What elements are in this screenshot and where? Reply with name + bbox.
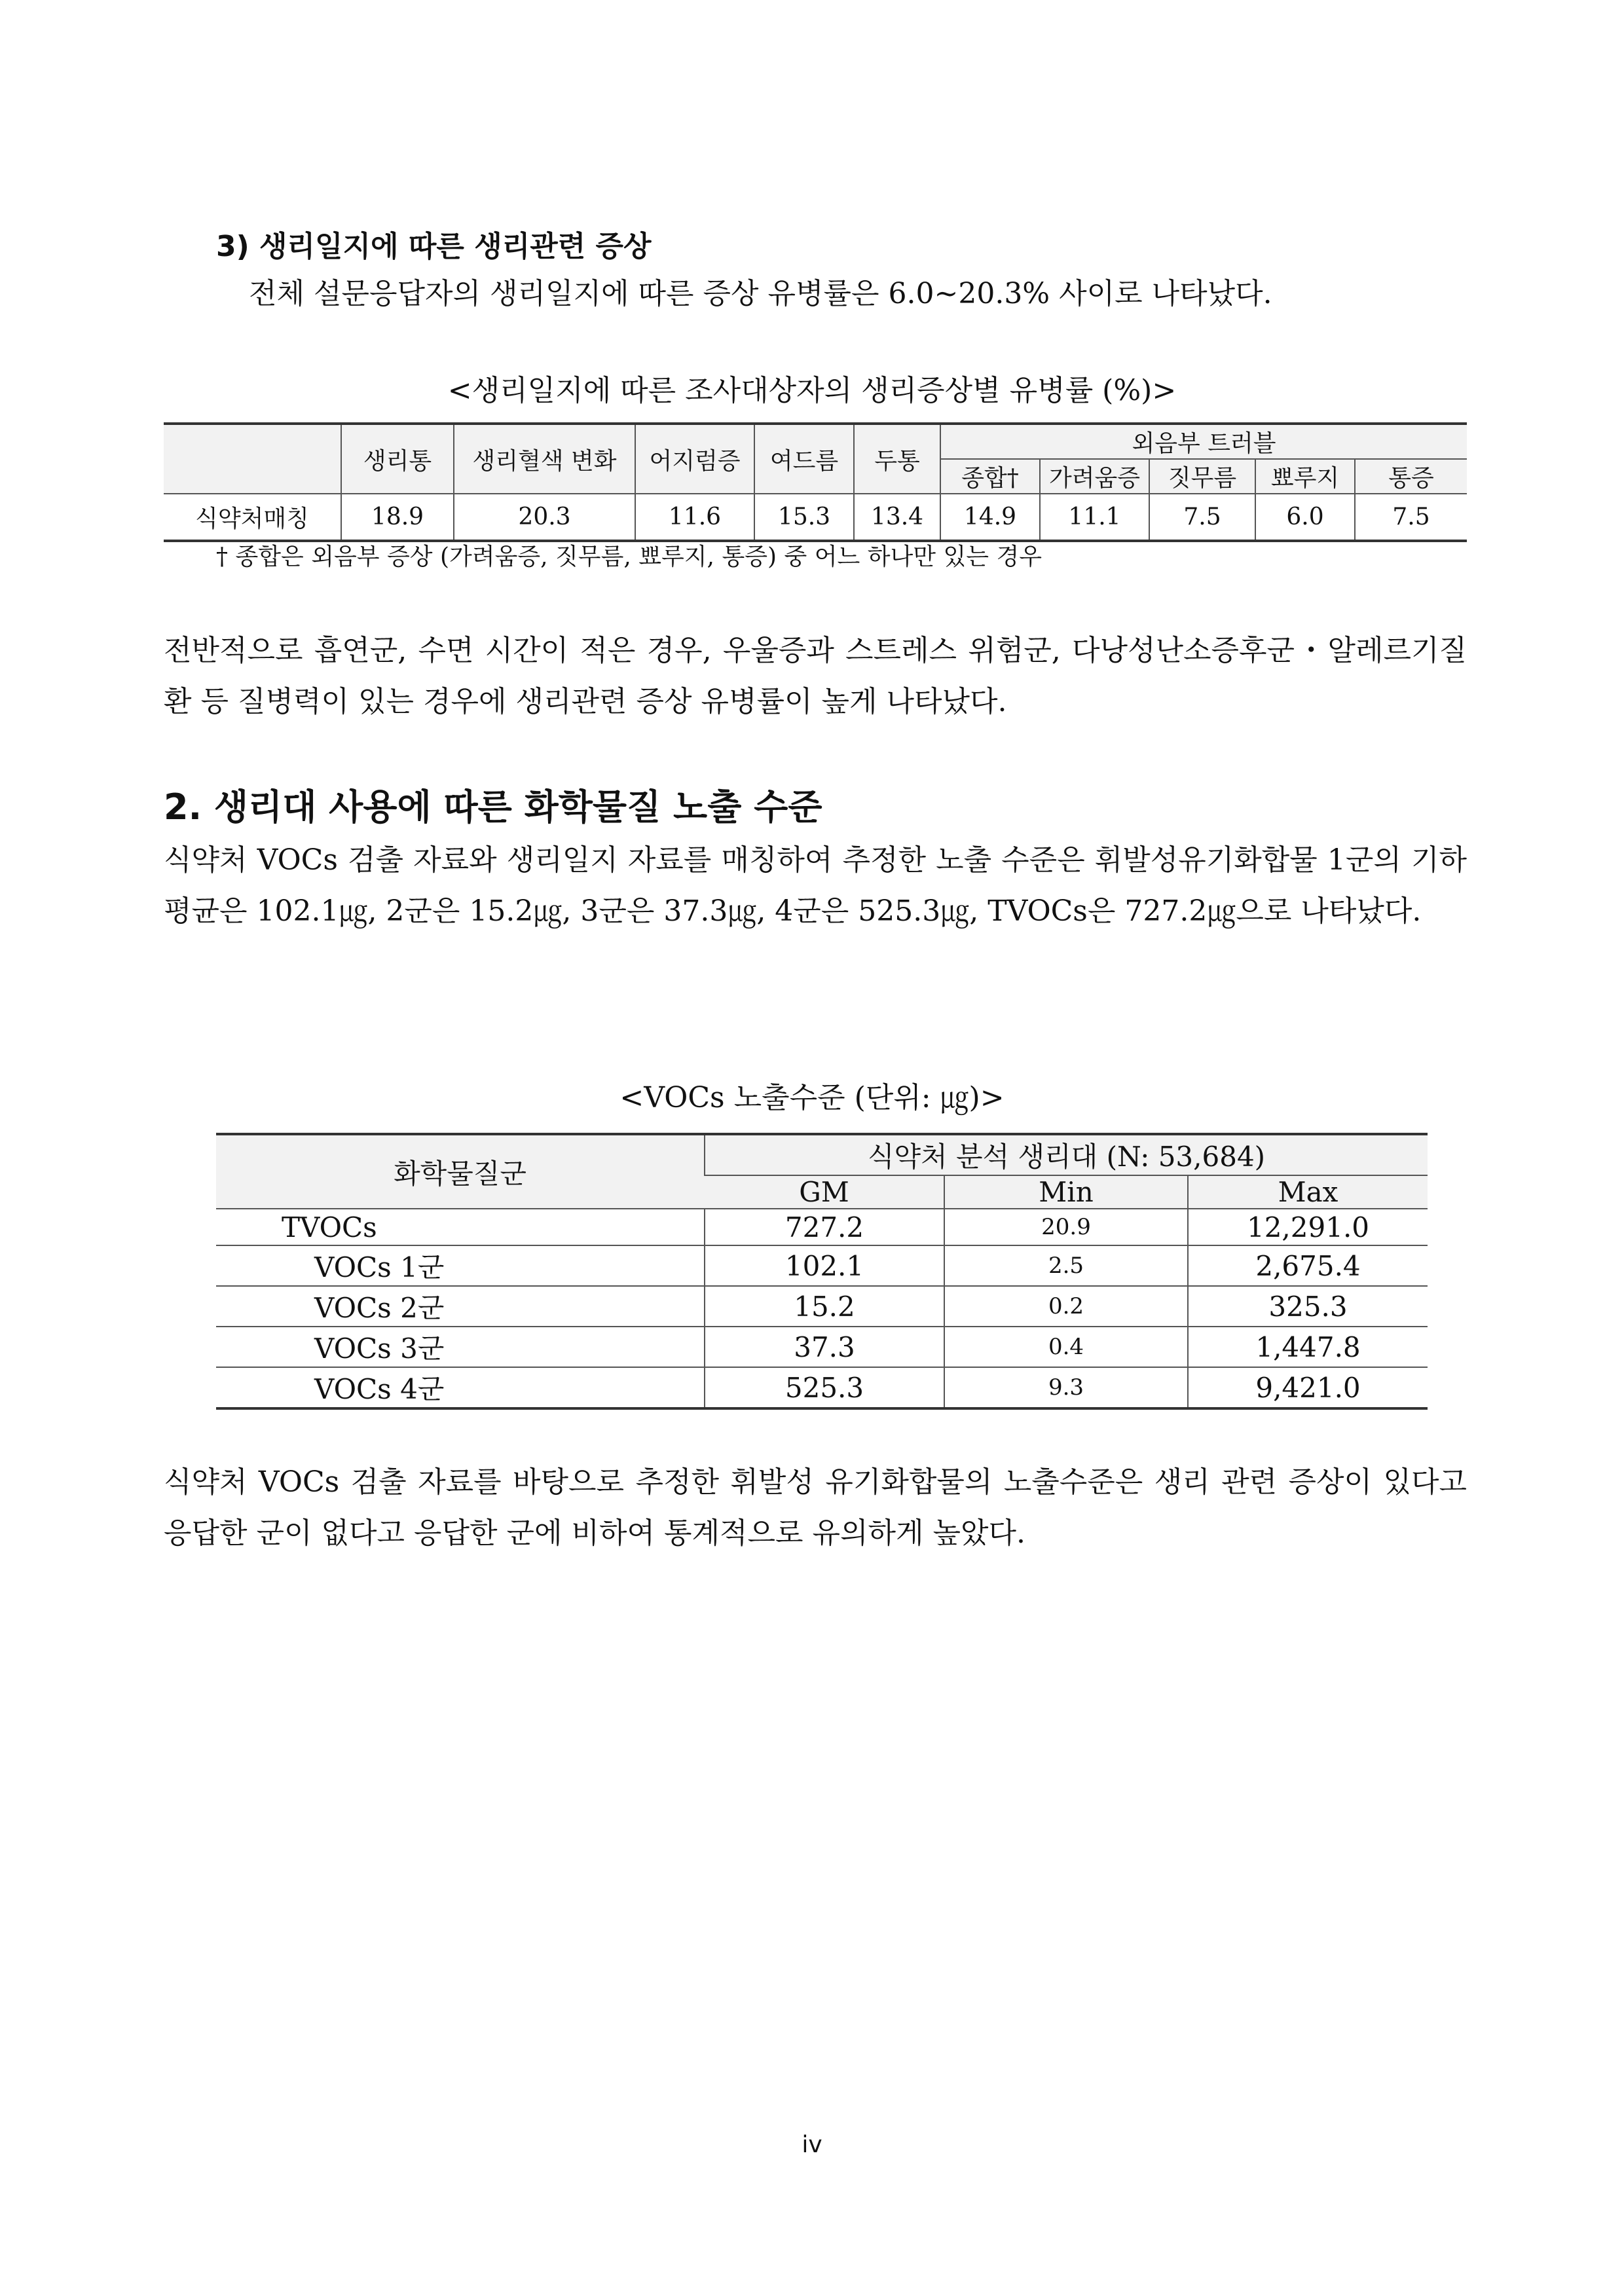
table2-row-label: VOCs 2군 (216, 1286, 705, 1327)
table2-cell-min: 9.3 (944, 1367, 1188, 1408)
table1-cell: 6.0 (1255, 494, 1355, 541)
table-row (216, 1286, 1428, 1327)
subsection-heading: 3) 생리일지에 따른 생리관련 증상 (216, 230, 652, 263)
table2-cell-min: 0.2 (944, 1286, 1188, 1327)
table1-footnote: † 종합은 외음부 증상 (가려움증, 짓무름, 뾰루지, 통증) 중 어느 하나만 있는 경우 (216, 543, 1043, 570)
table1-cell: 15.3 (754, 494, 854, 541)
table1-cell: 11.1 (1040, 494, 1149, 541)
table2-cell-min: 0.4 (944, 1327, 1188, 1367)
table1-subheader: 뾰루지 (1255, 459, 1355, 494)
table2-header-gm: GM (705, 1175, 944, 1209)
table2-row-label: TVOCs (216, 1209, 705, 1245)
table1-cell: 14.9 (940, 494, 1040, 541)
table2-row-label: VOCs 4군 (216, 1367, 705, 1408)
table2-cell-max: 2,675.4 (1188, 1245, 1428, 1286)
table2-cell-gm: 525.3 (705, 1367, 944, 1408)
table-row (216, 1327, 1428, 1367)
intro-paragraph: 전체 설문응답자의 생리일지에 따른 증상 유병률은 6.0~20.3% 사이로 나타났다. (249, 277, 1272, 310)
table2-header-min: Min (944, 1175, 1188, 1209)
table2-cell-min: 20.9 (944, 1209, 1188, 1245)
page-number: iv (802, 2131, 822, 2158)
table2-span-header: 식약처 분석 생리대 (N: 53,684) (705, 1134, 1428, 1175)
table2-cell-max: 9,421.0 (1188, 1367, 1428, 1408)
table1-group-header: 외음부 트러블 (940, 424, 1467, 459)
table2-cell-max: 325.3 (1188, 1286, 1428, 1327)
table2-cell-max: 12,291.0 (1188, 1209, 1428, 1245)
table1-cell: 11.6 (635, 494, 754, 541)
table-row (164, 494, 1467, 541)
table1-subheader: 통증 (1355, 459, 1467, 494)
table-row (216, 1209, 1428, 1245)
table2-row-label: VOCs 1군 (216, 1245, 705, 1286)
table1-cell: 20.3 (454, 494, 635, 541)
table1-cell: 7.5 (1355, 494, 1467, 541)
table1-header: 어지럼증 (635, 424, 754, 494)
table2-cell-gm: 37.3 (705, 1327, 944, 1367)
table2-group-column-header: 화학물질군 (216, 1134, 705, 1209)
table1-cell: 7.5 (1149, 494, 1255, 541)
table1-cell: 13.4 (854, 494, 940, 541)
table2-cell-min: 2.5 (944, 1245, 1188, 1286)
table1-subheader: 짓무름 (1149, 459, 1255, 494)
summary-paragraph: 전반적으로 흡연군, 수면 시간이 적은 경우, 우울증과 스트레스 위험군, 다낭성난소증후군・알레르기질환 등 질병력이 있는 경우에 생리관련 증상 유병률이 높게 나타났다. (164, 634, 1467, 718)
table2-row-label: VOCs 3군 (216, 1327, 705, 1367)
table1-header: 생리혈색 변화 (454, 424, 635, 494)
table-row (216, 1367, 1428, 1408)
table1-caption: <생리일지에 따른 조사대상자의 생리증상별 유병률 (%)> (447, 374, 1177, 407)
table2-cell-gm: 727.2 (705, 1209, 944, 1245)
table1-row-label: 식약처매칭 (164, 494, 341, 541)
table2-cell-max: 1,447.8 (1188, 1327, 1428, 1367)
table1-header: 두통 (854, 424, 940, 494)
section-heading: 2. 생리대 사용에 따른 화학물질 노출 수준 (164, 786, 822, 828)
table-row (216, 1245, 1428, 1286)
table2-cell-gm: 102.1 (705, 1245, 944, 1286)
table1-header: 생리통 (341, 424, 454, 494)
table2-cell-gm: 15.2 (705, 1286, 944, 1327)
table1-subheader: 가려움증 (1040, 459, 1149, 494)
exposure-paragraph: 식약처 VOCs 검출 자료와 생리일지 자료를 매칭하여 추정한 노출 수준은 휘발성유기화합물 1군의 기하평균은 102.1㎍, 2군은 15.2㎍, 3군은 37.3㎍, 4군은 525.3㎍, TVOCs은 727.2㎍으로 나타났다. (164, 843, 1467, 928)
table1-cell: 18.9 (341, 494, 454, 541)
table1-corner-cell (164, 424, 341, 494)
table1-subheader: 종합† (940, 459, 1040, 494)
vocs-exposure-table (216, 1133, 1428, 1410)
table1-header: 여드름 (754, 424, 854, 494)
table2-caption: <VOCs 노출수준 (단위: ㎍)> (619, 1081, 1005, 1114)
table2-header-max: Max (1188, 1175, 1428, 1209)
symptom-prevalence-table (164, 422, 1467, 542)
conclusion-paragraph: 식약처 VOCs 검출 자료를 바탕으로 추정한 휘발성 유기화합물의 노출수준은 생리 관련 증상이 있다고 응답한 군이 없다고 응답한 군에 비하여 통계적으로 유의하게 높았다. (164, 1465, 1467, 1550)
